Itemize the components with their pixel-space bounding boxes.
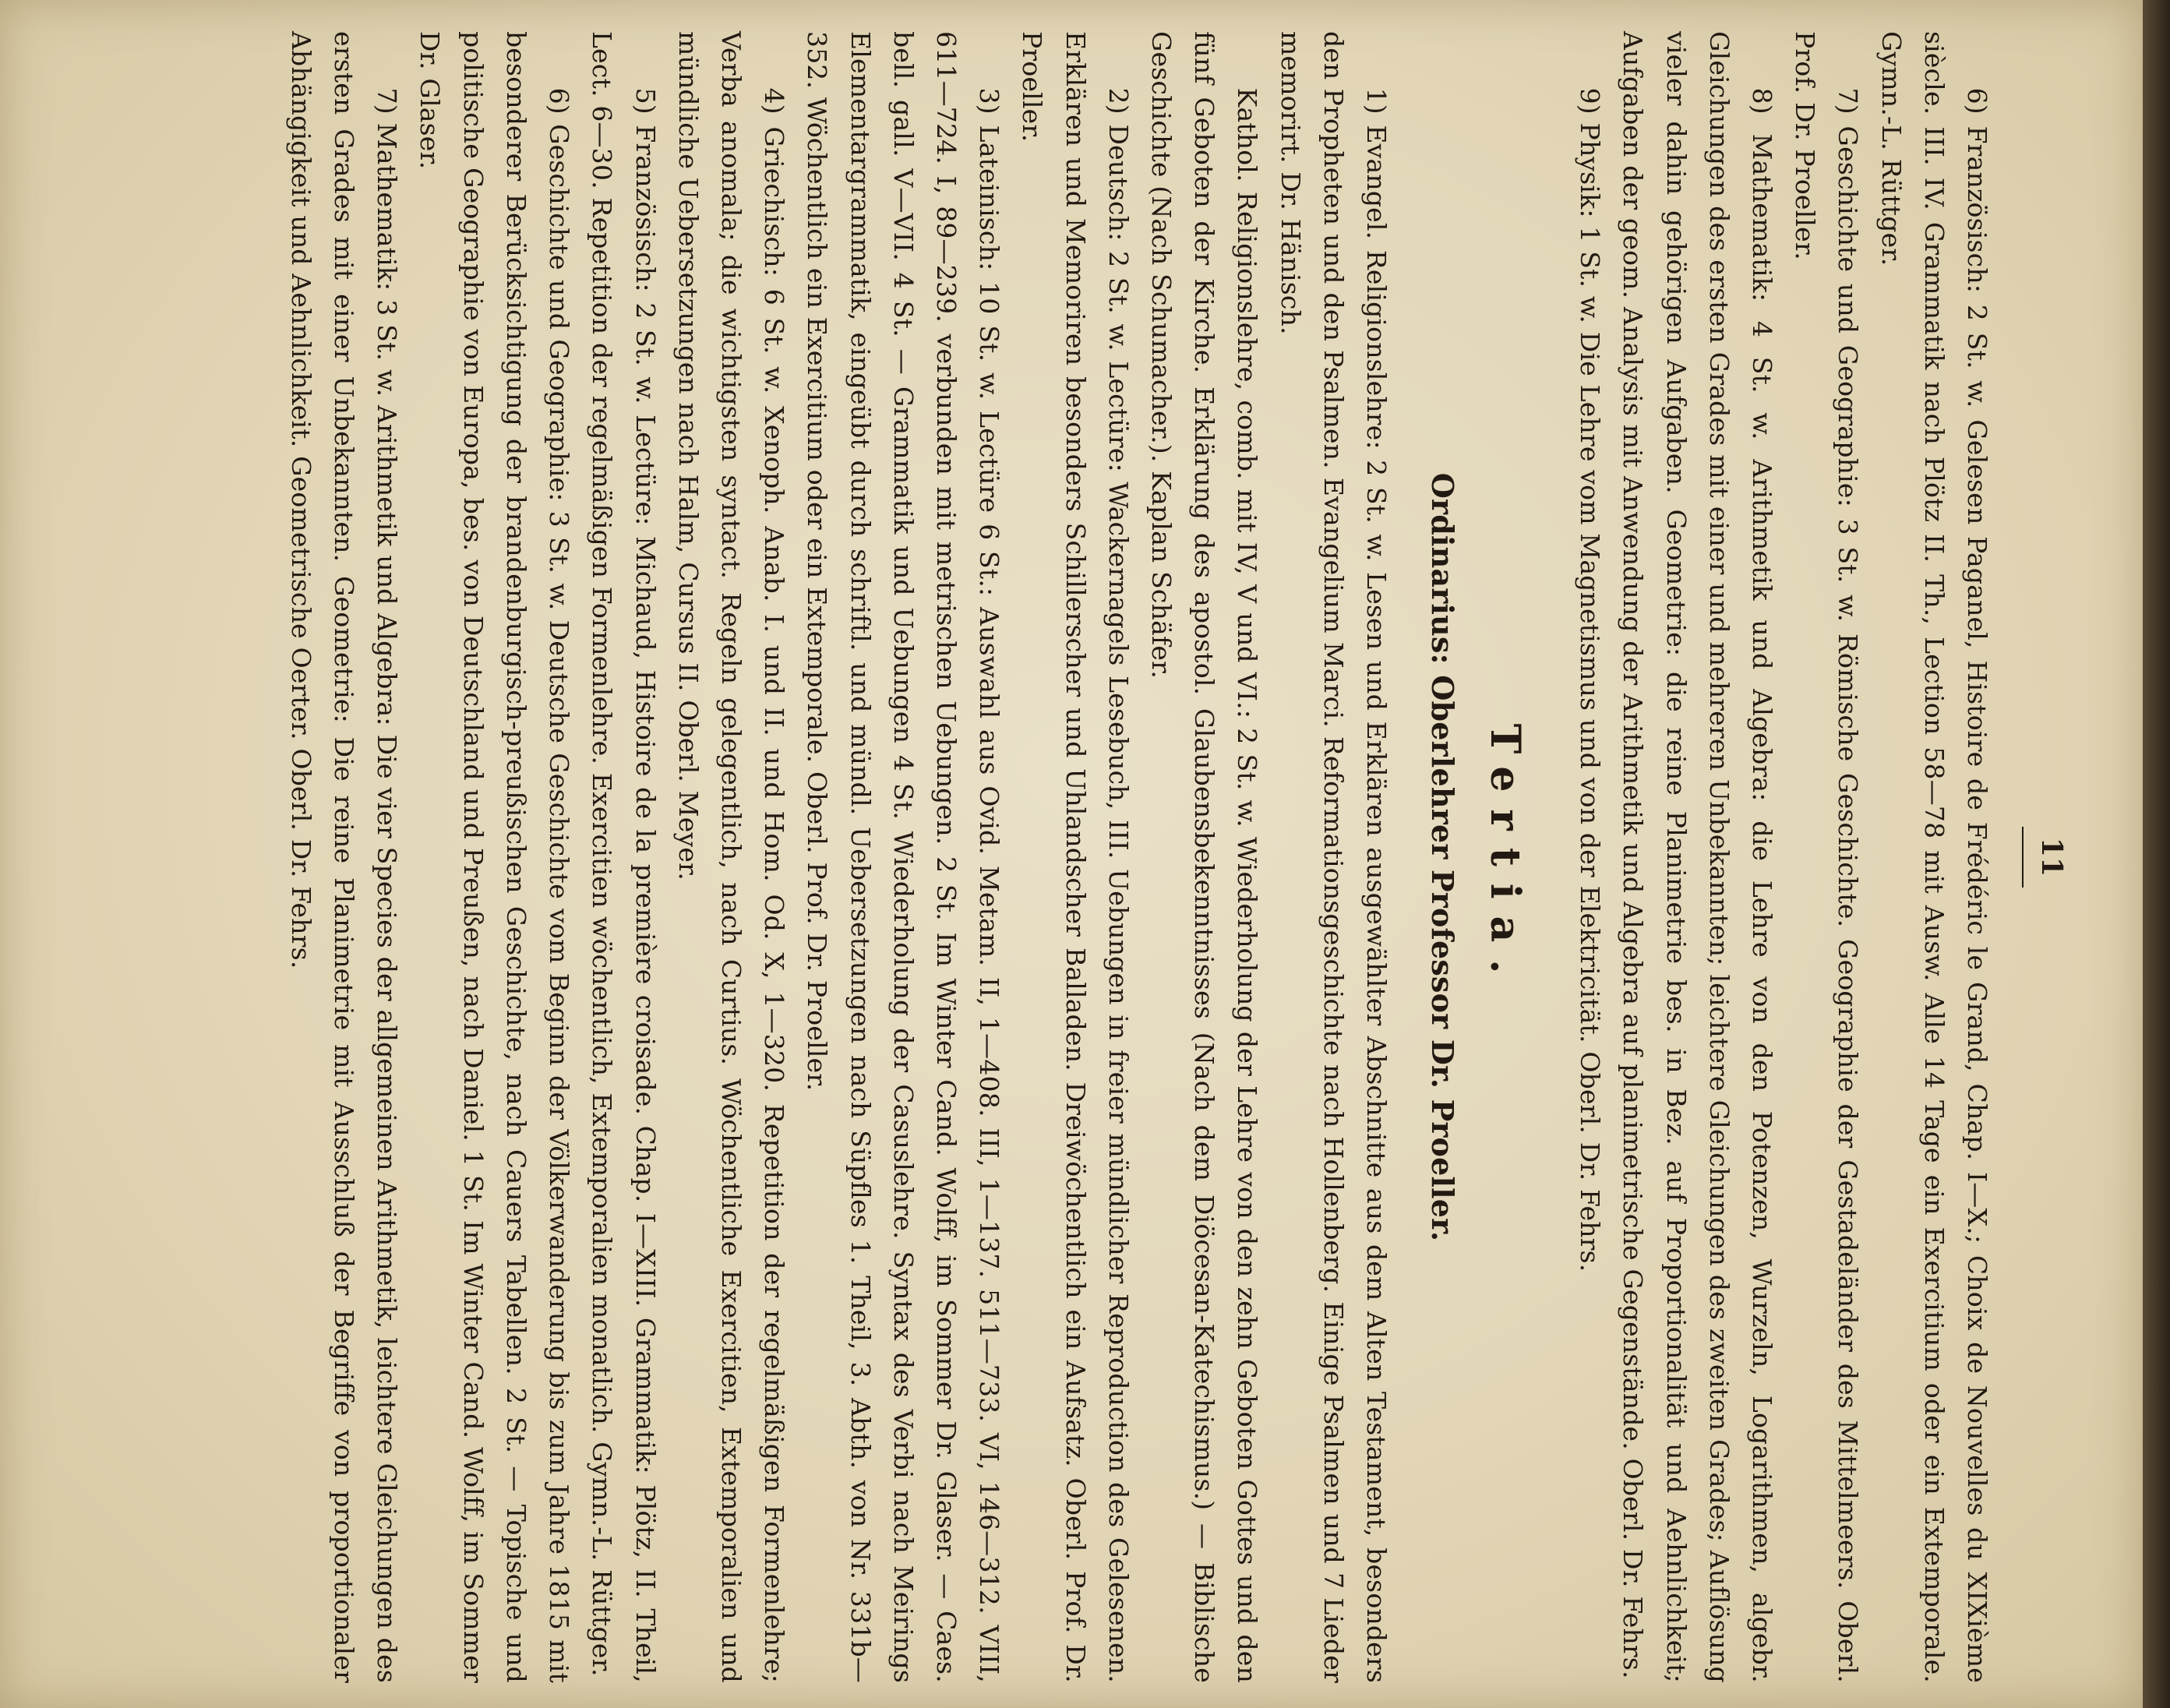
ordinarius-heading: Ordinarius: Oberlehrer Professor Dr. Proeller. — [1424, 472, 1460, 1242]
paragraph-mathematik-tertia: 7) Mathematik: 3 St. w. Arithmetik und Algebra: Die vier Species der allgemeinen Arithmetik, leichtere Gleichungen des ersten Grades mit einer Unbekannten. Geometrie: Die reine Planimetrie mit Ausschluß der Begriffe von proportionaler Abhängigkeit und Aehnlichkeit. Geometrische Oerter. Oberl. Dr. Fehrs. — [285, 31, 403, 1683]
paragraph-kathol-religion: Kathol. Religionslehre, comb. mit IV, V und VI.: 2 St. w. Wiederholung der Lehre von den zehn Geboten Gottes und den fünf Geboten der Kirche. Erklärung des apostol. Glaubensbekenntnisses (Nach dem Diöcesan-Katechismus.) — Biblische Geschichte (Nach Schumacher.). Kaplan Schäfer. — [1145, 31, 1263, 1683]
paragraph-geschichte-tertia: 6) Geschichte und Geographie: 3 St. w. Deutsche Geschichte vom Beginn der Völkerwanderung bis zum Jahre 1815 mit besonderer Berücksichtigung der brandenburgisch-preußischen Geschichte, nach Cauers Tabellen. 2 St. — Topische und politische Geographie von Europa, bes. von Deutschland und Preußen, nach Daniel. 1 St. Im Winter Cand. Wolff, im Sommer Dr. Glaser. — [415, 31, 575, 1683]
tertia-section — [280, 31, 1398, 1683]
page-header — [2030, 31, 2073, 1683]
rotated-text-block — [78, 31, 2073, 1683]
section-title: Tertia. — [1480, 723, 1529, 991]
paragraph-mathematik: 8) Mathematik: 4 St. w. Arithmetik und Algebra: die Lehre von den Potenzen, Wurzeln, Logarithmen, algebr. Gleichungen des ersten Grades mit einer und mehreren Unbekannten; leichtere Gleichungen des zweiten Grades; Auflösung vieler dahin gehörigen Aufgaben. Geometrie: die reine Planimetrie bes. in Bez. auf Proportionalität und Aehnlichkeit; Aufgaben der geom. Analysis mit Anwendung der Arithmetik und Algebra auf planimetrische Gegenstände. Oberl. Dr. Fehrs. — [1618, 31, 1777, 1683]
paragraph-griechisch: 4) Griechisch: 6 St. w. Xenoph. Anab. I. und II. und Hom. Od. X, 1—320. Repetition der regelmäßigen Formenlehre; Verba anomala; die wichtigsten syntact. Regeln gelegentlich, nach Curtius. Wöchentliche Exercitien, Extemporalien und mündliche Uebersetzungen nach Halm, Cursus II. Oberl. Meyer. — [672, 31, 790, 1683]
paragraph-franzoesisch: 6) Französisch: 2 St. w. Gelesen Paganel, Histoire de Frédéric le Grand, Chap. I—X.; Choix de Nouvelles du XIXième siècle. III. IV. Grammatik nach Plötz II. Th., Lection 58—78 mit Ausw. Alle 14 Tage ein Exercitium oder ein Extemporale. Gymn.-L. Rüttger. — [1875, 31, 1992, 1683]
page-edge — [2143, 0, 2170, 1708]
paragraph-geschichte: 7) Geschichte und Geographie: 3 St. w. Römische Geschichte. Geographie der Gestadeländer des Mittelmeers. Oberl. Prof. Dr. Proeller. — [1790, 31, 1864, 1683]
paragraph-lateinisch: 3) Lateinisch: 10 St. w. Lectüre 6 St.: Auswahl aus Ovid. Metam. II, 1—408. III, 1—137. 511—733. VI, 146—312. VIII, 611—724. I, 89—239. verbunden mit metrischen Uebungen. 2 St. Im Winter Cand. Wolff, im Sommer Dr. Glaser. — Caes. bell. gall. V—VII. 4 St. — Grammatik und Uebungen 4 St. Wiederholung der Casuslehre. Syntax des Verbi nach Meirings Elementargrammatik, eingeübt durch schriftl. und mündl. Uebersetzungen nach Süpfles 1. Theil, 3. Abth. von Nr. 331b—352. Wöchentlich ein Exercitium oder ein Extemporale. Oberl. Prof. Dr. Proeller. — [802, 31, 1005, 1683]
paragraph-physik: 9) Physik: 1 St. w. Die Lehre vom Magnetismus und von der Elektricität. Oberl. Dr. Fehrs. — [1575, 87, 1606, 1272]
paragraph-evangel-religion: 1) Evangel. Religionslehre: 2 St. w. Lesen und Erklären ausgewählter Abschnitte aus dem Alten Testament, besonders den Propheten und den Psalmen. Evangelium Marci. Reformationsgeschichte nach Hollenberg. Einige Psalmen und 7 Lieder memorirt. Dr. Hänisch. — [1275, 31, 1392, 1683]
page-number: 11 — [2022, 827, 2073, 888]
paragraph-franzoesisch-tertia: 5) Französisch: 2 St. w. Lectüre: Michaud, Histoire de la première croisade. Chap. I—XIII. Grammatik: Plötz, II. Theil, Lect. 6—30. Repetition der regelmäßigen Formenlehre. Exercitien wöchentlich, Extemporalien monatlich. Gymn.-L. Rüttger. — [587, 31, 661, 1683]
upper-section — [1568, 31, 1999, 1683]
paragraph-deutsch: 2) Deutsch: 2 St. w. Lectüre: Wackernagels Lesebuch, III. Uebungen in freier mündlicher Reproduction des Gelesenen. Erklären und Memoriren besonders Schillerscher und Uhlandscher Balladen. Dreiwöchentlich ein Aufsatz. Oberl. Prof. Dr. Proeller. — [1017, 31, 1134, 1683]
